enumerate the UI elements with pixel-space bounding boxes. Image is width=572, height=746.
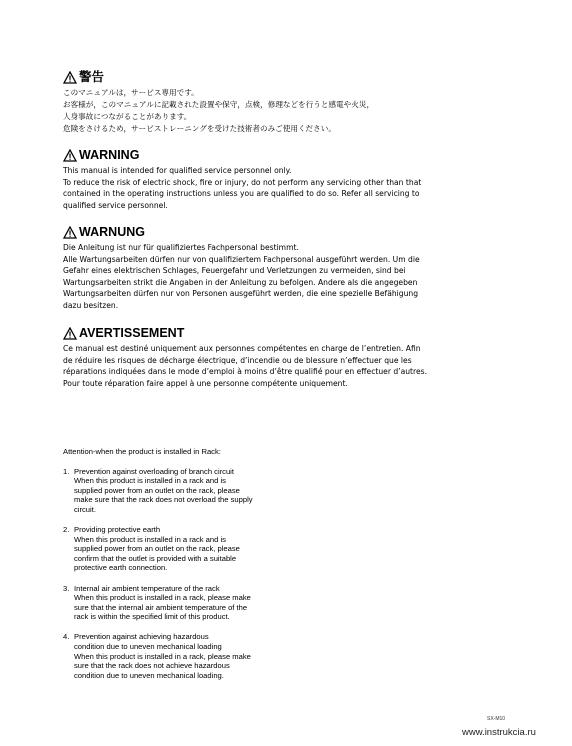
- section-heading: [63, 148, 463, 163]
- body-line: de réduire les risques de décharge électrique, d’incendie ou de blessure n’effectuer que les: [63, 355, 412, 365]
- rack-item: [63, 525, 363, 573]
- item-line: confirm that the outlet is provided with a suitable: [74, 553, 237, 563]
- body-line: Wartungsarbeiten dürfen nur von Personen ausgeführt werden, die eine spezielle Befähigung: [63, 289, 419, 299]
- section-heading: [63, 225, 463, 240]
- body-line: Alle Wartungsarbeiten dürfen nur von qualifiziertem Fachpersonal ausgeführt werden. Um die: [63, 254, 420, 264]
- body-line: réparations indiquées dans le mode d’emploi à moins d’être qualifié pour en effectuer d’autres.: [63, 367, 428, 377]
- item-line: When this product is installed in a rack and is: [74, 476, 226, 486]
- warning-section-de: [63, 225, 463, 312]
- item-line: condition due to uneven mechanical loading.: [74, 670, 224, 680]
- section-body: [63, 343, 463, 389]
- item-line: circuit.: [74, 504, 96, 514]
- warning-triangle-icon: [63, 327, 77, 340]
- section-body: [63, 87, 463, 135]
- item-heading: Prevention against overloading of branch circuit: [74, 466, 234, 476]
- item-line: When this product is installed in a rack and is: [74, 534, 226, 544]
- item-line: sure that the rack does not achieve hazardous: [74, 661, 230, 671]
- item-line: When this product is installed in a rack, please make: [74, 651, 251, 661]
- rack-item: [63, 632, 363, 680]
- body-line: Ce manual est destiné uniquement aux personnes compétentes en charge de l’entretien. Afin: [63, 344, 421, 353]
- warning-triangle-icon: [63, 226, 77, 239]
- item-line: supplied power from an outlet on the rack, please: [74, 485, 240, 495]
- body-line: contained in the operating instructions unless you are qualified to do so. Refer all servicing to: [63, 189, 420, 199]
- item-line: supplied power from an outlet on the rack, please: [74, 544, 240, 554]
- warning-section-jp: [63, 70, 463, 135]
- body-line: Wartungsarbeiten strikt die Angaben in der Anleitung zu befolgen. Andere als die angegeben: [63, 277, 418, 287]
- body-line: このマニュアルは，サービス専用です。: [63, 88, 199, 97]
- heading-text: WARNING: [79, 148, 140, 162]
- section-body: [63, 165, 463, 211]
- watermark-link[interactable]: www.instrukcia.ru: [462, 727, 536, 738]
- item-number: 4.: [63, 632, 70, 642]
- rack-attention: [63, 447, 363, 691]
- rack-item: [63, 467, 363, 515]
- item-line: condition due to uneven mechanical loading: [74, 642, 222, 651]
- section-heading: [63, 326, 463, 341]
- section-heading: [63, 70, 463, 85]
- section-body: [63, 242, 463, 312]
- body-line: dazu besitzen.: [63, 300, 119, 310]
- item-heading: Internal air ambient temperature of the rack: [74, 583, 220, 593]
- heading-text: AVERTISSEMENT: [79, 326, 185, 340]
- warning-section-fr: [63, 326, 463, 389]
- body-line: お客様が，このマニュアルに記載された設置や保守，点検，修理などを行うと感電や火災，: [63, 100, 375, 109]
- item-line: sure that the internal air ambient temperature of the: [74, 602, 248, 612]
- rack-title: Attention-when the product is installed in Rack:: [63, 447, 221, 456]
- warning-triangle-icon: [63, 71, 77, 84]
- body-line: Die Anleitung ist nur für qualifiziertes Fachpersonal bestimmt.: [63, 243, 299, 252]
- heading-text: WARNUNG: [79, 225, 145, 239]
- body-line: This manual is intended for qualified service personnel only.: [63, 166, 292, 175]
- warning-section-en: [63, 148, 463, 211]
- item-line: rack is within the specified limit of this product.: [74, 612, 230, 622]
- body-line: To reduce the risk of electric shock, fire or injury, do not perform any servicing other than that: [63, 177, 422, 187]
- model-code: SX-M10: [487, 716, 506, 722]
- body-line: Gefahr eines elektrischen Schlages, Feuergefahr und Verletzungen zu vermeiden, sind bei: [63, 266, 406, 276]
- item-line: protective earth connection.: [74, 563, 168, 573]
- heading-text: 警告: [79, 70, 105, 84]
- item-line: When this product is installed in a rack, please make: [74, 593, 251, 603]
- rack-item: [63, 584, 363, 622]
- body-line: 人身事故につながることがあります。: [63, 112, 192, 121]
- item-number: 3.: [63, 583, 70, 593]
- body-line: 危険をさけるため，サービストレーニングを受けた技術者のみご使用ください。: [63, 124, 336, 133]
- item-number: 1.: [63, 466, 70, 476]
- body-line: Pour toute réparation faire appel à une personne compétente uniquement.: [63, 378, 348, 388]
- warning-triangle-icon: [63, 149, 77, 162]
- item-heading: Prevention against achieving hazardous: [74, 632, 209, 642]
- item-line: make sure that the rack does not overload the supply: [74, 495, 253, 505]
- body-line: qualified service personnel.: [63, 200, 168, 210]
- item-heading: Providing protective earth: [74, 525, 161, 535]
- item-number: 2.: [63, 525, 70, 535]
